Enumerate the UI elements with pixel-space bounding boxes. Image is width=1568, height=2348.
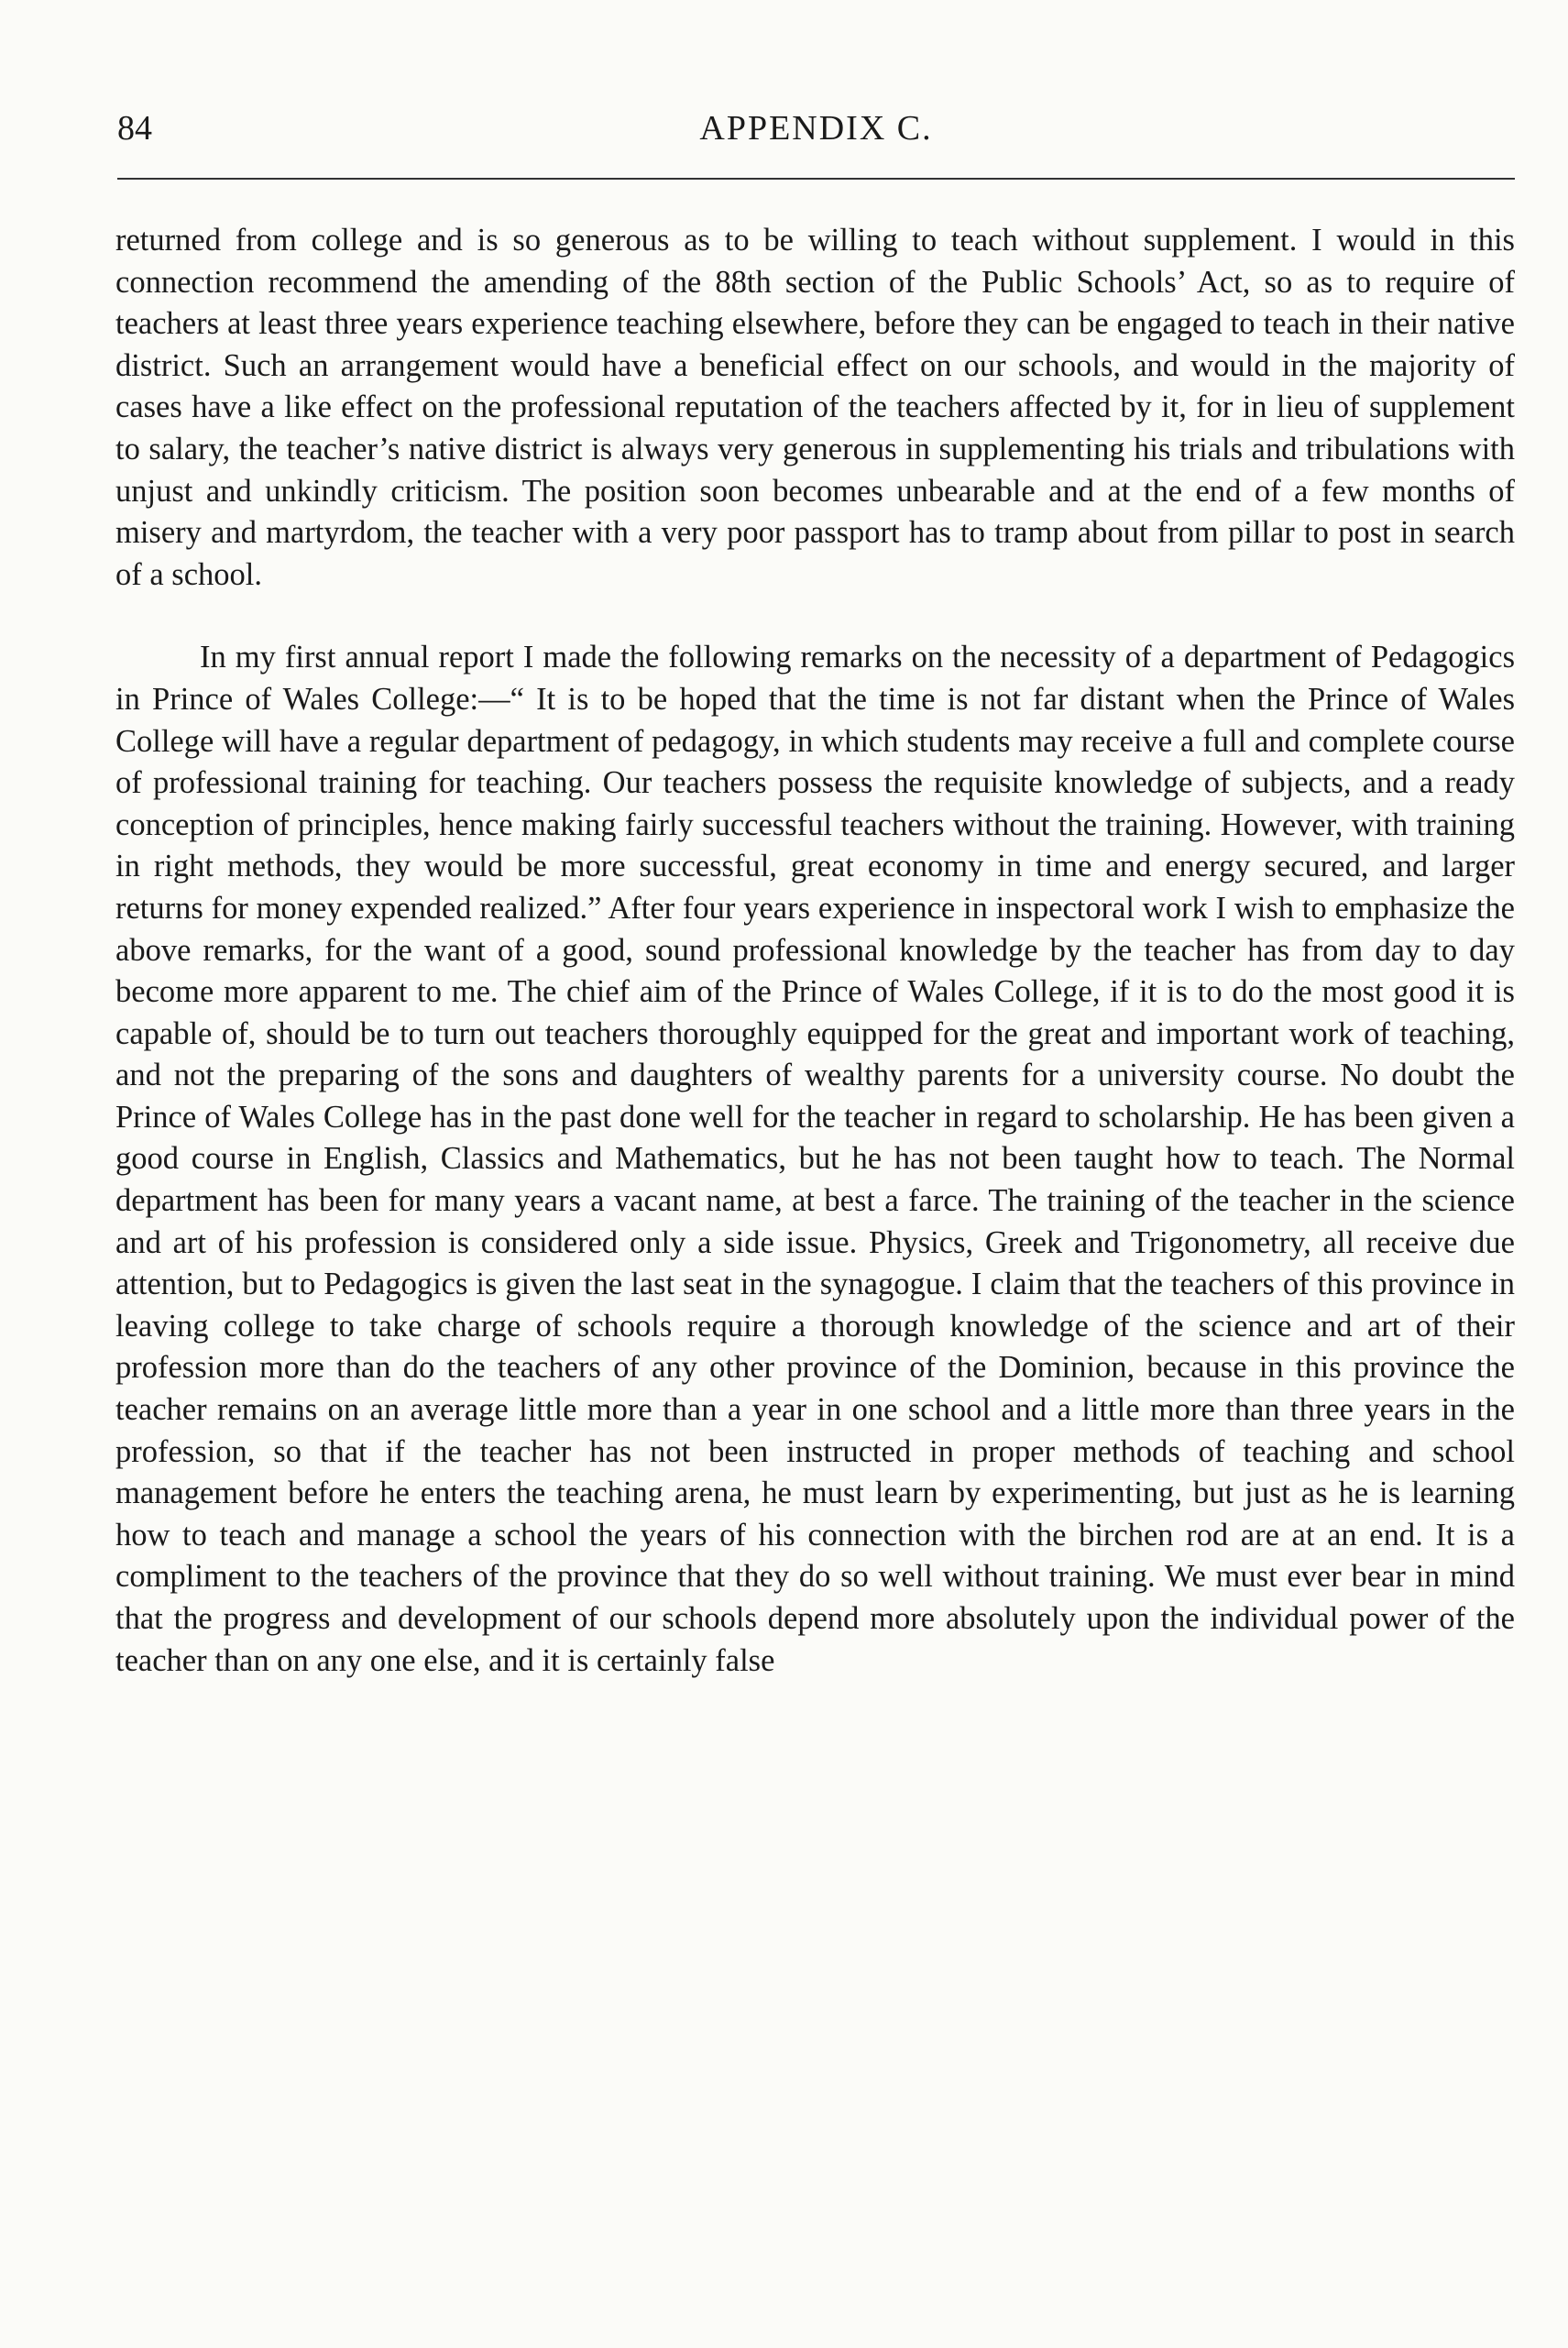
- page-number: 84: [117, 109, 152, 148]
- paragraph-pedagogics: In my first annual report I made the following remarks on the necessity of a department of Pedagogics in Prince of Wales College:—“ It is to be hoped that the time is not far distant when the Prince of Wales College will have a regular department of pedagogy, in which students may receive a full and complete course of professional training for teaching. Our teachers possess the requisite knowledge of subjects, and a ready conception of principles, hence making fairly successful teachers without the training. However, with training in right methods, they would be more successful, great economy in time and energy secured, and larger returns for money expended realized.” After four years experience in inspectoral work I wish to emphasize the above remarks, for the want of a good, sound professional knowledge by the teacher has from day to day become more apparent to me. The chief aim of the Prince of Wales College, if it is to do the most good it is capable of, should be to turn out teachers thoroughly equipped for the great and important work of teaching, and not the preparing of the sons and daughters of wealthy parents for a university course. No doubt the Prince of Wales College has in the past done well for the teacher in regard to scholarship. He has been given a good course in English, Classics and Mathematics, but he has not been taught how to teach. The Normal department has been for many years a vacant name, at best a farce. The training of the teacher in the science and art of his profession is considered only a side issue. Physics, Greek and Trigonometry, all receive due attention, but to Pedagogics is given the last seat in the synagogue. I claim that the teachers of this province in leaving college to take charge of schools require a thorough knowledge of the science and art of their profession more than do the teachers of any other province of the Dominion, because in this province the teacher remains on an average little more than a year in one school and a little more than three years in the profession, so that if the teacher has not been instructed in proper methods of teaching and school management before he enters the teaching arena, he must learn by experimenting, but just as he is learning how to teach and manage a school the years of his connection with the birchen rod are at an end. It is a compliment to the teachers of the province that they do so well without training. We must ever bear in mind that the progress and development of our schools depend more absolutely upon the individual power of the teacher than on any one else, and it is certainly false: [115, 640, 1515, 1678]
- body-text: [115, 220, 1515, 1682]
- running-head: APPENDIX C.: [699, 109, 933, 148]
- page-header: [117, 101, 1515, 156]
- paragraph-continued: returned from college and is so generous as to be willing to teach without supplement. I would in this connection recommend the amending of the 88th section of the Public Schools’ Act, so as to require of teachers at least three years experience teaching elsewhere, before they can be engaged to teach in their native district. Such an arrangement would have a beneficial effect on our schools, and would in the majority of cases have a like effect on the professional reputation of the teachers affected by it, for in lieu of supplement to salary, the teacher’s native district is always very generous in supplementing his trials and tribulations with unjust and unkindly criticism. The position soon becomes unbearable and at the end of a few months of misery and martyrdom, the teacher with a very poor passport has to tramp about from pillar to post in search of a school.: [115, 223, 1515, 592]
- header-rule: [117, 178, 1515, 180]
